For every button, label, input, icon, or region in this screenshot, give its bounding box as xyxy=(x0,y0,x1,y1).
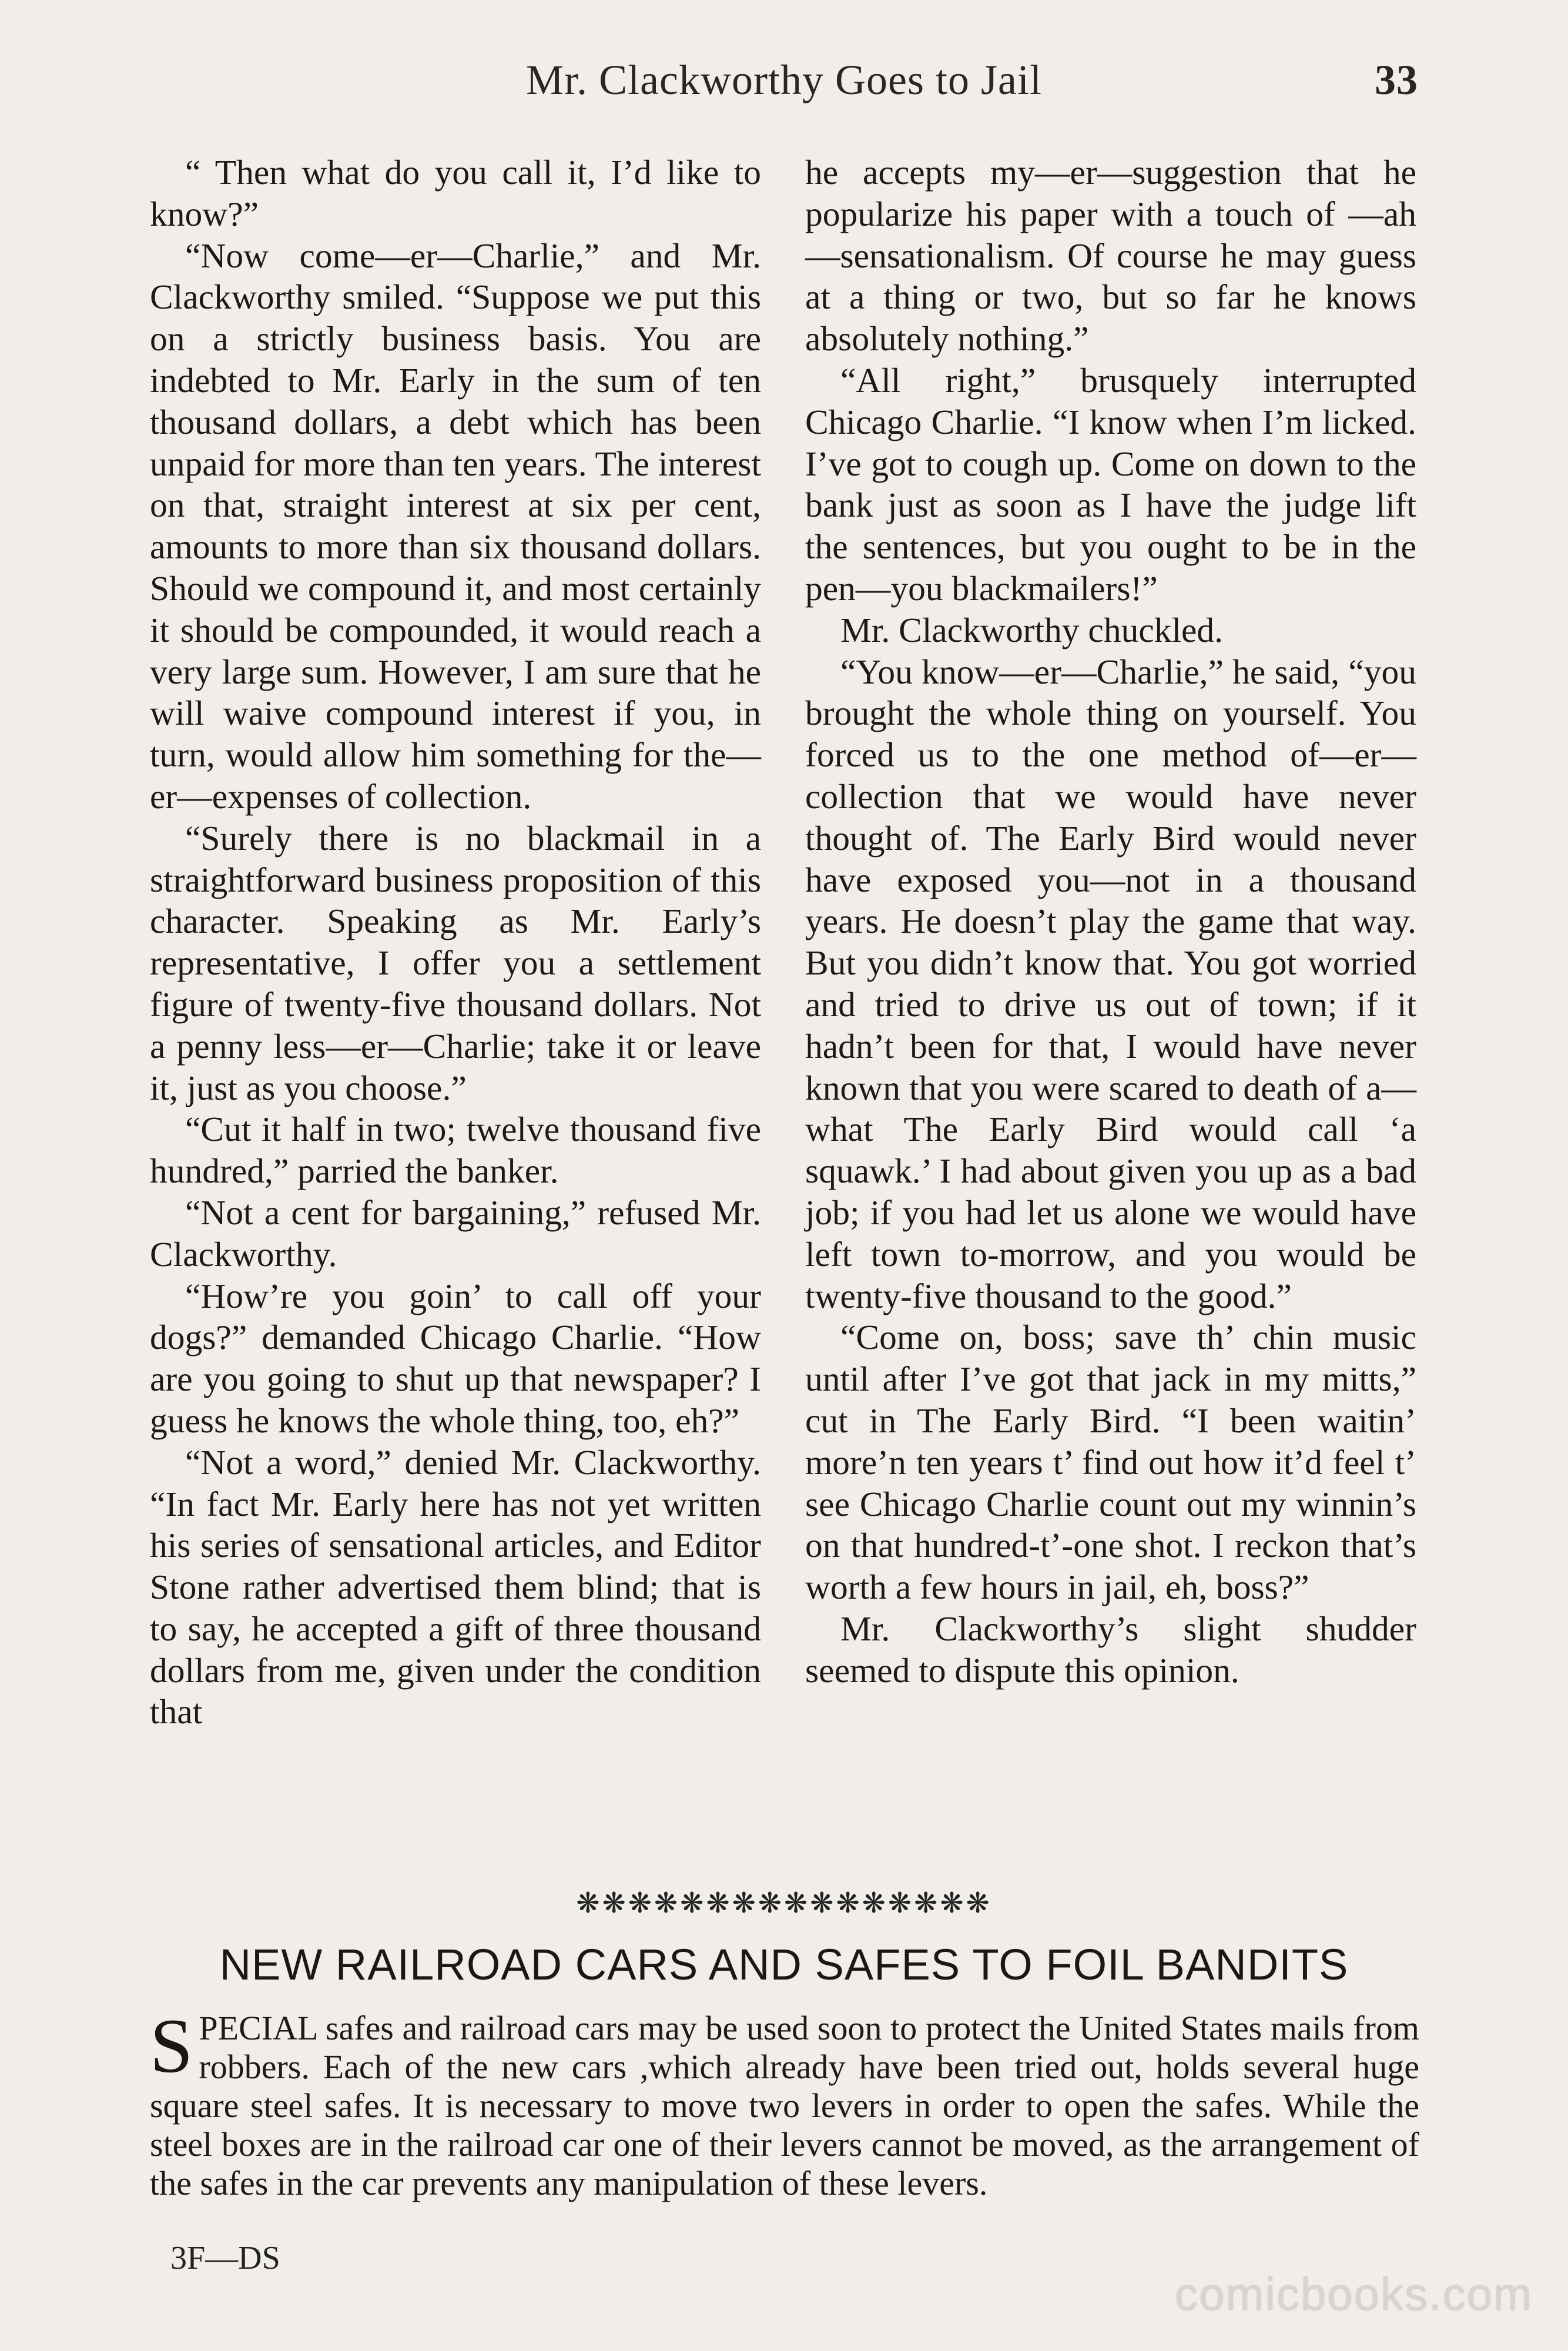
paragraph: “All right,” brusquely interrupted Chicago Charlie. “I know when I’m licked. I’ve got to cough up. Come on down to the bank just as soon as I have the judge lift the sentences, but you ought to be in the pen—you blackmailers!” xyxy=(805,360,1416,608)
paragraph: “ Then what do you call it, I’d like to know?” xyxy=(150,153,761,233)
paragraph: he accepts my—er—suggestion that he popularize his paper with a touch of —ah—sensationalism. Of course he may guess at a thing or two, but so far he knows absolutely nothing.” xyxy=(805,153,1416,359)
paragraph: “Cut it half in two; twelve thousand five hundred,” parried the banker. xyxy=(150,1110,761,1191)
ornamental-separator: ❋❋❋❋❋❋❋❋❋❋❋❋❋❋❋❋ xyxy=(576,1888,992,1919)
running-head xyxy=(0,56,1568,120)
drop-cap: S xyxy=(150,2002,193,2089)
paragraph: “Come on, boss; save th’ chin music until after I’ve got that jack in my mitts,” cut in The Early Bird. “I been waitin’ more’n ten years t’ find out how it’d feel t’ see Chicago Charlie count out my winnin’s on that hundred-t’-one shot. I reckon that’s worth a few hours in jail, eh, boss?” xyxy=(805,1318,1416,1607)
article-body xyxy=(150,2002,1419,2203)
paragraph: “Surely there is no blackmail in a straightforward business proposition of this character. Speaking as Mr. Early’s representative, I offer you a settlement figure of twenty-five thousand dollars. Not a penny less—er—Charlie; take it or leave it, just as you choose.” xyxy=(150,818,761,1107)
article-title: NEW RAILROAD CARS AND SAFES TO FOIL BANDITS xyxy=(219,1940,1349,1989)
running-title: Mr. Clackworthy Goes to Jail xyxy=(526,56,1042,103)
paragraph: “Now come—er—Charlie,” and Mr. Clackworthy smiled. “Suppose we put this on a strictly business basis. You are indebted to Mr. Early in the sum of ten thousand dollars, a debt which has been unpaid for more than ten years. The interest on that, straight interest at six per cent, amounts to more than six thousand dollars. Should we compound it, and most certainly it should be compounded, it would reach a very large sum. However, I am sure that he will waive compound interest if you, in turn, would allow him something for the—er—expenses of collection. xyxy=(150,236,761,816)
article-text: PECIAL safes and railroad cars may be used soon to protect the United States mails from robbers. Each of the new cars ,which already have been tried out, holds several huge square steel safes. It is necessary to move two levers in order to open the safes. While the steel boxes are in the railroad car one of their levers cannot be moved, as the arrangement of the safes in the car prevents any manipulation of these levers. xyxy=(150,2009,1419,2202)
story-column-right xyxy=(805,152,1416,1691)
watermark: comicbooks.com xyxy=(1175,2268,1533,2320)
story-column-left xyxy=(150,152,761,1733)
paragraph: Mr. Clackworthy’s slight shudder seemed to dispute this opinion. xyxy=(805,1609,1416,1690)
paragraph: “Not a cent for bargaining,” refused Mr. Clackworthy. xyxy=(150,1193,761,1274)
page-number: 33 xyxy=(1375,56,1418,103)
paragraph: “You know—er—Charlie,” he said, “you brought the whole thing on yourself. You forced us to the one method of—er—collection that we would have never thought of. The Early Bird would never have exposed you—not in a thousand years. He doesn’t play the game that way. But you didn’t know that. You got worried and tried to drive us out of town; if it hadn’t been for that, I would have never known that you were scared to death of a—what The Early Bird would call ‘a squawk.’ I had about given you up as a bad job; if you had let us alone we would have left town to-morrow, and you would be twenty-five thousand to the good.” xyxy=(805,652,1416,1315)
signature-mark: 3F—DS xyxy=(170,2240,280,2276)
paragraph: Mr. Clackworthy chuckled. xyxy=(840,610,1224,649)
paragraph: “How’re you goin’ to call off your dogs?” demanded Chicago Charlie. “How are you going to shut up that newspaper? I guess he knows the whole thing, too, eh?” xyxy=(150,1276,761,1440)
paragraph: “Not a word,” denied Mr. Clackworthy. “In fact Mr. Early here has not yet written his series of sensational articles, and Editor Stone rather advertised them blind; that is to say, he accepted a gift of three thousand dollars from me, given under the condition that xyxy=(150,1442,761,1732)
